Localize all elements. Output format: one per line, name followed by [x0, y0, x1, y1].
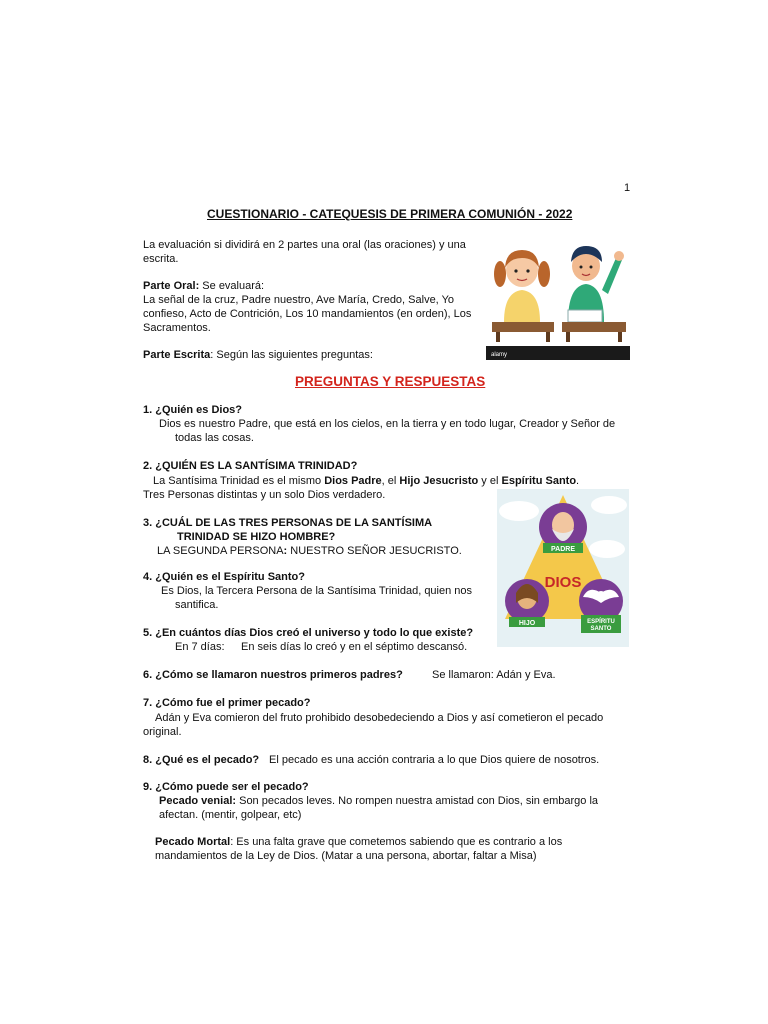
question-8: 8. ¿Qué es el pecado? [143, 754, 260, 766]
answer-6: Se llamaron: Adán y Eva. [432, 669, 556, 681]
girl-figure [494, 250, 550, 322]
question-4: 4. ¿Quién es el Espíritu Santo? [143, 571, 305, 583]
question-5: 5. ¿En cuántos días Dios creó el universo y todo lo que existe? [143, 627, 474, 639]
trinity-illustration [497, 489, 629, 647]
answer-2-period: . [576, 475, 580, 487]
venial-label: Pecado venial: [159, 795, 237, 807]
answer-2-line-1 [153, 474, 579, 488]
answer-8: El pecado es una acción contraria a lo que Dios quiere de nosotros. [269, 754, 600, 766]
oral-line-2: confieso, Acto de Contrición, Los 10 mandamientos (en orden), Los [143, 308, 472, 320]
answer-1-line-2: todas las cosas. [175, 432, 254, 444]
oral-line-3: Sacramentos. [143, 322, 211, 334]
answer-2-text-b: , el [381, 475, 400, 487]
venial-line-2: afectan. (mentir, golpear, etc) [159, 809, 302, 821]
espiritu-label-1: ESPÍRITU [587, 619, 615, 625]
question-2: 2. ¿QUIÉN ES LA SANTÍSIMA TRINIDAD? [143, 460, 358, 472]
question-3-line-1: 3. ¿CUÁL DE LAS TRES PERSONAS DE LA SANTÍSIMA [143, 517, 433, 529]
question-9: 9. ¿Cómo puede ser el pecado? [143, 781, 309, 793]
answer-4-line-2: santifica. [175, 599, 219, 611]
intro-line-1: La evaluación si dividirá en 2 partes una oral (las oraciones) y una [143, 239, 466, 251]
section-title: PREGUNTAS Y RESPUESTAS [295, 374, 486, 389]
answer-2-line-2: Tres Personas distintas y un solo Dios verdadero. [143, 489, 386, 501]
venial-text: Son pecados leves. No rompen nuestra amistad con Dios, sin embargo la [236, 795, 599, 807]
mortal-line-2: mandamientos de la Ley de Dios. (Matar a una persona, abortar, faltar a Misa) [155, 850, 537, 862]
written-text: : Según las siguientes preguntas: [210, 349, 373, 361]
venial-line-1 [159, 794, 598, 808]
answer-7-line-2: original. [143, 726, 182, 738]
answer-5-part-2: En seis días lo creó y en el séptimo descansó. [241, 641, 468, 653]
answer-2-text-a: La Santísima Trinidad es el mismo [153, 475, 325, 487]
boy-figure [568, 246, 624, 322]
hijo-label: HIJO [518, 620, 536, 627]
page-number: 1 [624, 182, 631, 194]
written-label: Parte Escrita [143, 349, 211, 361]
oral-line-1: La señal de la cruz, Padre nuestro, Ave María, Credo, Salve, Yo [143, 294, 455, 306]
answer-3-text-a: LA SEGUNDA PERSONA [157, 545, 284, 557]
oral-heading [143, 279, 264, 293]
intro-line-2: escrita. [143, 253, 179, 265]
stock-watermark-bar [486, 346, 630, 360]
answer-1-line-1: Dios es nuestro Padre, que está en los cielos, en la tierra y en todo lugar, Creador y Señor de [159, 418, 616, 430]
answer-2-hijo: Hijo Jesucristo [399, 475, 479, 487]
oral-text: Se evaluará: [199, 280, 265, 292]
page-title: CUESTIONARIO - CATEQUESIS DE PRIMERA COMUNIÓN - 2022 [207, 207, 573, 221]
answer-2-dios-padre: Dios Padre [324, 475, 382, 487]
oral-label: Parte Oral: [143, 280, 200, 292]
mortal-text: : Es una falta grave que cometemos sabiendo que es contrario a los [230, 836, 563, 848]
espiritu-label-2: SANTO [590, 626, 612, 632]
question-7: 7. ¿Cómo fue el primer pecado? [143, 697, 311, 709]
question-3-line-2: TRINIDAD SE HIZO HOMBRE? [177, 531, 336, 543]
answer-3-text-b: NUESTRO SEÑOR JESUCRISTO. [287, 545, 462, 557]
stock-watermark: alamy [491, 352, 508, 358]
answer-3 [157, 544, 462, 558]
answer-4-line-1: Es Dios, la Tercera Persona de la Santísima Trinidad, quien nos [161, 585, 473, 597]
answer-2-espiritu: Espíritu Santo [501, 475, 577, 487]
padre-label: PADRE [551, 546, 575, 553]
mortal-label: Pecado Mortal [155, 836, 231, 848]
answer-7-line-1: Adán y Eva comieron del fruto prohibido desobedeciendo a Dios y así cometieron el pecado [155, 712, 604, 724]
answer-3-colon: : [283, 545, 288, 557]
mortal-line-1 [155, 835, 562, 849]
answer-2-text-c: y el [478, 475, 502, 487]
written-heading [143, 348, 373, 362]
children-illustration [486, 240, 630, 364]
question-1: 1. ¿Quién es Dios? [143, 404, 243, 416]
answer-5-part-1: En 7 días: [175, 641, 225, 653]
dios-label: DIOS [544, 574, 582, 591]
question-6: 6. ¿Cómo se llamaron nuestros primeros padres? [143, 669, 403, 681]
